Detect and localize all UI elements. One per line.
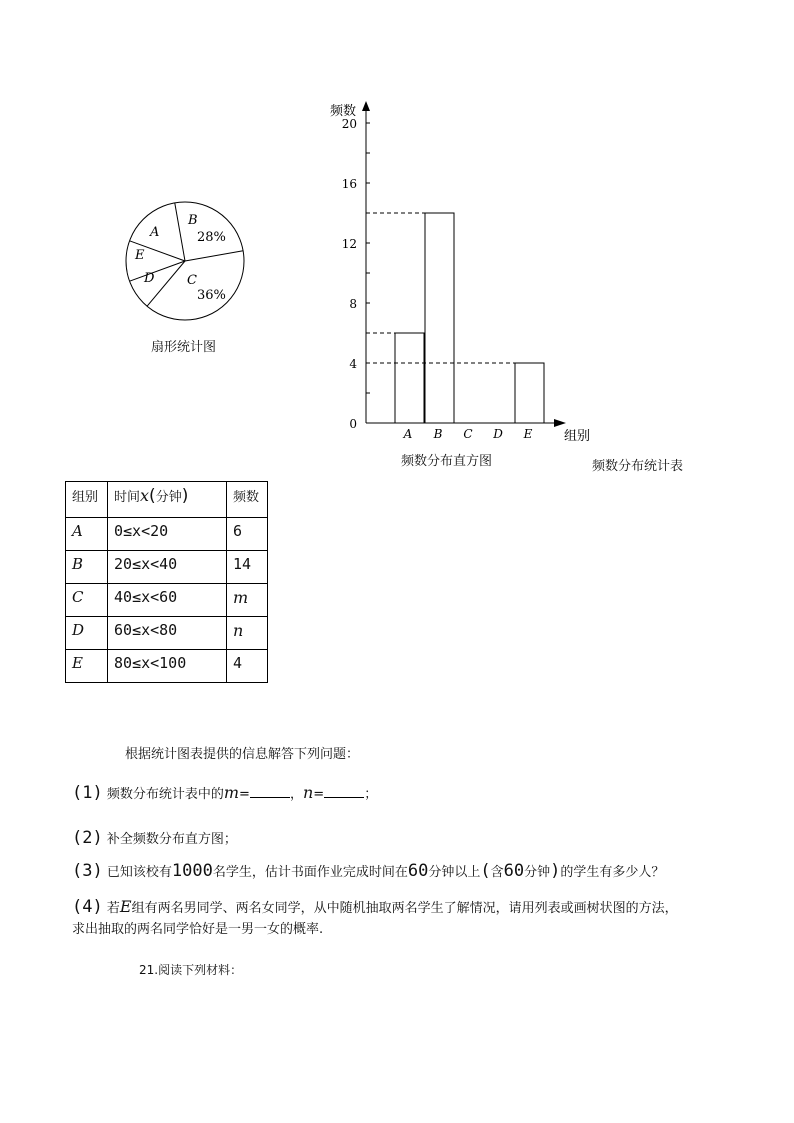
cell-range: 40≤x<60	[108, 584, 227, 617]
pie-label-e: E	[135, 248, 145, 263]
q1-blank-n[interactable]	[324, 787, 364, 798]
pie-label-a: A	[150, 225, 160, 240]
cell-group: B	[66, 551, 108, 584]
bar-B	[425, 213, 454, 423]
pie-divider	[175, 203, 185, 261]
q2-number: (2)	[72, 828, 103, 848]
histogram	[320, 95, 610, 445]
cell-freq: m	[227, 584, 268, 617]
cell-freq: 14	[227, 551, 268, 584]
question-4-line2: 求出抽取的两名同学恰好是一男一女的概率.	[72, 922, 324, 937]
category-label: D	[493, 427, 503, 441]
y-tick-label: 4	[349, 357, 357, 371]
question-intro: 根据统计图表提供的信息解答下列问题：	[125, 747, 360, 762]
frequency-table	[65, 481, 268, 683]
cell-group: A	[66, 518, 108, 551]
q4-number: (4)	[72, 897, 103, 917]
category-label: C	[463, 427, 473, 441]
question-1: (1) 频数分布统计表中的m= ，n= ；	[72, 783, 378, 803]
q3-number: (3)	[72, 861, 103, 881]
pie-pct-b: 28%	[197, 230, 226, 245]
q1-text: 频数分布统计表中的	[106, 787, 224, 802]
y-axis-arrow	[362, 101, 370, 111]
pie-caption: 扇形统计图	[151, 340, 217, 355]
pie-label-d: D	[144, 271, 155, 286]
question-3: (3) 已知该校有1000名学生，估计书面作业完成时间在60分钟以上(含60分钟)的学生有多少人？	[72, 861, 665, 881]
bar-E	[515, 363, 544, 423]
y-tick-label: 12	[341, 237, 357, 251]
table-row	[66, 518, 268, 551]
cell-freq: n	[227, 617, 268, 650]
category-label: B	[433, 427, 443, 441]
cell-group: C	[66, 584, 108, 617]
q1-blank-m[interactable]	[250, 787, 290, 798]
pie-label-c: C	[187, 273, 197, 288]
cell-freq: 6	[227, 518, 268, 551]
question-4: (4) 若E组有两名男同学、两名女同学，从中随机抽取两名学生了解情况，请用列表或画树状图的方法，	[72, 897, 678, 917]
y-tick-label: 8	[349, 297, 357, 311]
cell-group: E	[66, 650, 108, 683]
question-2	[72, 828, 237, 848]
table-row	[66, 617, 268, 650]
q2-text: 补全频数分布直方图；	[106, 832, 237, 847]
q1-number: (1)	[72, 783, 103, 803]
table-title: 频数分布统计表	[592, 459, 684, 474]
header-time: 时间x(分钟)	[108, 482, 227, 518]
header-freq: 频数	[227, 482, 268, 518]
y-tick-label: 20	[341, 117, 357, 131]
pie-label-b: B	[188, 213, 198, 228]
cell-range: 20≤x<40	[108, 551, 227, 584]
y-axis-label: 频数	[330, 104, 357, 119]
table-row	[66, 650, 268, 683]
bar-A	[395, 333, 424, 423]
pie-pct-c: 36%	[197, 288, 226, 303]
cell-range: 0≤x<20	[108, 518, 227, 551]
x-axis-label: 组别	[564, 429, 591, 444]
cell-range: 80≤x<100	[108, 650, 227, 683]
cell-range: 60≤x<80	[108, 617, 227, 650]
y-tick-label: 0	[349, 417, 357, 431]
cell-group: D	[66, 617, 108, 650]
category-label: A	[403, 427, 413, 441]
category-label: E	[523, 427, 533, 441]
x-axis-arrow	[554, 419, 566, 427]
table-header-row	[66, 482, 268, 518]
table-row	[66, 551, 268, 584]
y-tick-label: 16	[341, 177, 357, 191]
pie-divider	[185, 251, 243, 261]
header-group: 组别	[66, 482, 108, 518]
table-row	[66, 584, 268, 617]
histogram-caption: 频数分布直方图	[401, 454, 493, 469]
next-question-heading: 21.阅读下列材料：	[139, 963, 243, 977]
pie-chart	[125, 200, 255, 330]
cell-freq: 4	[227, 650, 268, 683]
